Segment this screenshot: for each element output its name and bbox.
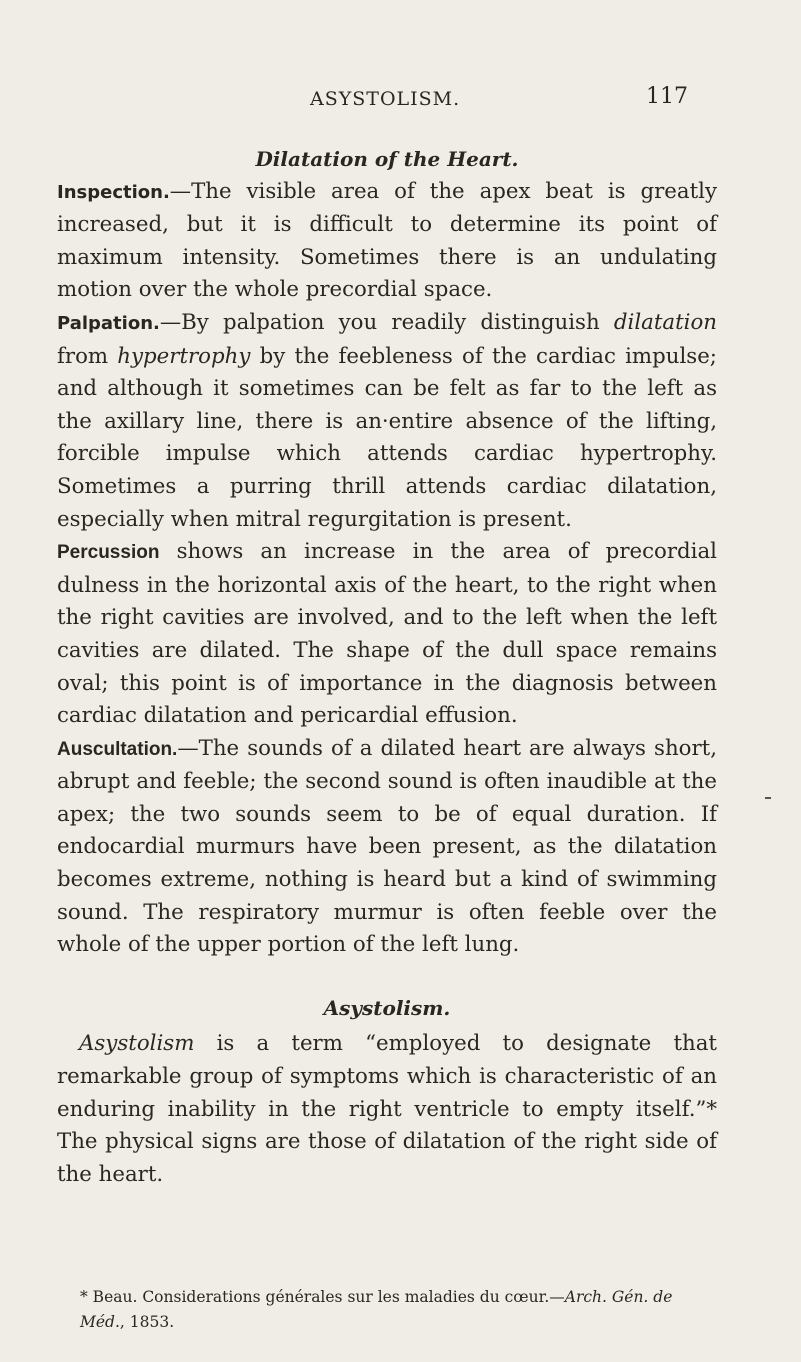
paragraph-asystolism — [57, 1028, 717, 1191]
paragraph-inspection — [57, 176, 717, 307]
subhead-percussion: Percussion — [57, 542, 160, 564]
page-number: 117 — [646, 84, 688, 109]
subhead-auscultation: Auscultation. — [57, 738, 178, 760]
paragraph-auscultation — [57, 733, 717, 962]
palpation-text-1: —By palpation you readily distinguish — [159, 309, 614, 335]
subhead-palpation: Palpation. — [57, 312, 160, 334]
palpation-text-2: from — [57, 343, 118, 369]
palpation-text-3: by the feebleness of the cardiac impulse; and although it sometimes can be felt as far to the left as the axillary line, there is an·entire absence of the lifting, forcible impulse which attends cardiac hypertrophy. Sometimes a purring thrill attends cardiac dilatation, especially when mitral regurgitation is present. — [57, 343, 717, 532]
section-heading-asystolism: Asystolism. — [323, 995, 451, 1020]
percussion-text: shows an increase in the area of precordial dulness in the horizontal axis of the heart, to the right when the right cavities are involved, and to the left when the left cavities are dilated. The shape of the dull space remains oval; this point is of importance in the diagnosis between cardiac dilatation and pericardial effusion. — [57, 539, 717, 729]
body-text — [57, 143, 717, 1191]
inspection-text: —The visible area of the apex beat is greatly increased, but it is difficult to determine its point of maximum intensity. Sometimes there is an undulating motion over the whole precordial space. — [57, 178, 717, 303]
footnote — [80, 1285, 720, 1335]
running-head — [0, 84, 801, 114]
margin-mark — [765, 797, 771, 799]
asystolism-em: Asystolism — [79, 1031, 195, 1057]
paragraph-palpation — [57, 307, 717, 536]
running-title: ASYSTOLISM. — [310, 88, 461, 110]
footnote-text: * Beau. Considerations générales sur les maladies du cœur.— — [80, 1288, 565, 1306]
palpation-em-dilatation: dilatation — [613, 309, 717, 335]
footnote-year: , 1853. — [119, 1313, 175, 1331]
subhead-inspection: Inspection. — [57, 181, 170, 203]
palpation-em-hypertrophy: hypertrophy — [117, 343, 251, 369]
section-heading-dilatation: Dilatation of the Heart. — [255, 147, 519, 171]
asystolism-text: is a term “employed to designate that remarkable group of symptoms which is characteristic of an enduring inability in the right ventricle to empty itself.”* The physical signs are those of dilatation of the right side of the heart. — [57, 1031, 717, 1187]
footnote-journal: Arch. Gén. de Méd. — [80, 1288, 673, 1331]
auscultation-text: —The sounds of a dilated heart are always short, abrupt and feeble; the second sound is often inaudible at the apex; the two sounds seem to be of equal duration. If endocardial murmurs have been present, as the dilatation becomes extreme, nothing is heard but a kind of swimming sound. The respiratory murmur is often feeble over the whole of the upper portion of the left lung. — [57, 735, 717, 958]
paragraph-percussion — [57, 536, 717, 733]
